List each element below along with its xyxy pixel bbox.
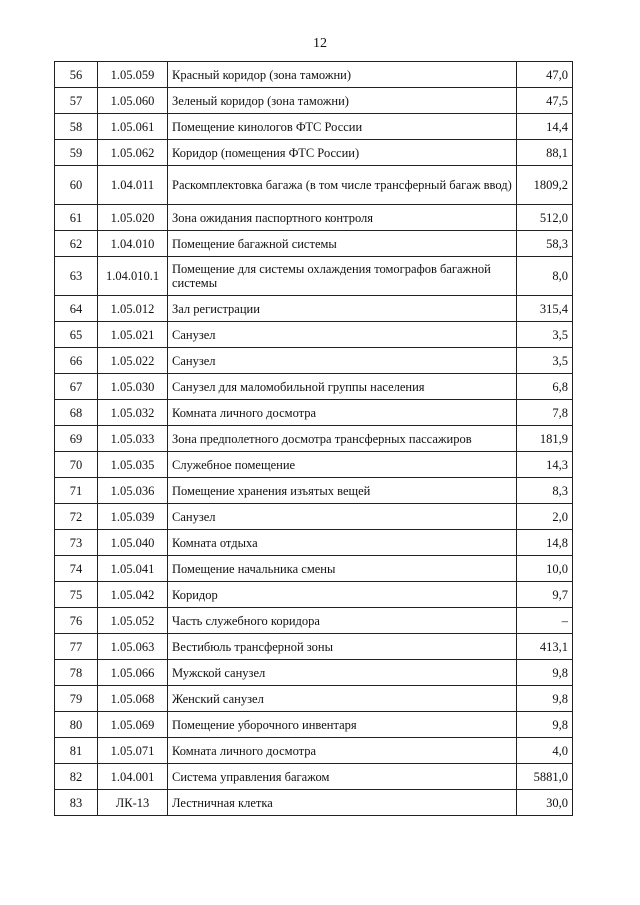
- room-code-cell: 1.05.040: [98, 530, 168, 556]
- table-row: [55, 231, 573, 257]
- room-code-cell: 1.05.022: [98, 348, 168, 374]
- row-number-cell: 67: [55, 374, 98, 400]
- table-row: [55, 296, 573, 322]
- table-row: [55, 712, 573, 738]
- room-area-cell: 9,7: [517, 582, 573, 608]
- room-code-cell: 1.04.001: [98, 764, 168, 790]
- room-code-cell: 1.05.061: [98, 114, 168, 140]
- room-area-cell: 58,3: [517, 231, 573, 257]
- room-area-cell: 5881,0: [517, 764, 573, 790]
- room-name-cell: Зона ожидания паспортного контроля: [168, 205, 517, 231]
- room-name-cell: Женский санузел: [168, 686, 517, 712]
- room-name-cell: Зона предполетного досмотра трансферных пассажиров: [168, 426, 517, 452]
- room-code-cell: 1.05.042: [98, 582, 168, 608]
- room-code-cell: 1.05.035: [98, 452, 168, 478]
- row-number-cell: 71: [55, 478, 98, 504]
- room-area-cell: 14,8: [517, 530, 573, 556]
- room-area-cell: 181,9: [517, 426, 573, 452]
- room-code-cell: 1.05.012: [98, 296, 168, 322]
- row-number-cell: 58: [55, 114, 98, 140]
- room-name-cell: Зал регистрации: [168, 296, 517, 322]
- room-code-cell: 1.04.010.1: [98, 257, 168, 296]
- row-number-cell: 80: [55, 712, 98, 738]
- row-number-cell: 57: [55, 88, 98, 114]
- row-number-cell: 75: [55, 582, 98, 608]
- table-row: [55, 400, 573, 426]
- room-name-cell: Коридор (помещения ФТС России): [168, 140, 517, 166]
- room-name-cell: Вестибюль трансферной зоны: [168, 634, 517, 660]
- room-code-cell: 1.05.020: [98, 205, 168, 231]
- room-area-cell: 9,8: [517, 686, 573, 712]
- table-row: [55, 62, 573, 88]
- table-row: [55, 166, 573, 205]
- room-code-cell: ЛК-13: [98, 790, 168, 816]
- room-area-cell: 413,1: [517, 634, 573, 660]
- room-code-cell: 1.05.033: [98, 426, 168, 452]
- page-number: 12: [313, 36, 327, 51]
- room-area-cell: 14,4: [517, 114, 573, 140]
- table-row: [55, 764, 573, 790]
- row-number-cell: 63: [55, 257, 98, 296]
- room-name-cell: Комната личного досмотра: [168, 400, 517, 426]
- row-number-cell: 73: [55, 530, 98, 556]
- table-row: [55, 530, 573, 556]
- room-name-cell: Санузел: [168, 504, 517, 530]
- room-name-cell: Помещение багажной системы: [168, 231, 517, 257]
- table-row: [55, 790, 573, 816]
- table-row: [55, 660, 573, 686]
- room-name-cell: Санузел для маломобильной группы населения: [168, 374, 517, 400]
- room-area-cell: 2,0: [517, 504, 573, 530]
- table-row: [55, 504, 573, 530]
- room-code-cell: 1.05.039: [98, 504, 168, 530]
- room-area-cell: 88,1: [517, 140, 573, 166]
- table-row: [55, 257, 573, 296]
- room-code-cell: 1.05.032: [98, 400, 168, 426]
- room-name-cell: Часть служебного коридора: [168, 608, 517, 634]
- room-area-cell: 8,3: [517, 478, 573, 504]
- room-code-cell: 1.05.030: [98, 374, 168, 400]
- room-name-cell: Красный коридор (зона таможни): [168, 62, 517, 88]
- rooms-table-body: [55, 62, 573, 816]
- room-name-cell: Помещение кинологов ФТС России: [168, 114, 517, 140]
- row-number-cell: 60: [55, 166, 98, 205]
- row-number-cell: 68: [55, 400, 98, 426]
- room-code-cell: 1.05.036: [98, 478, 168, 504]
- row-number-cell: 83: [55, 790, 98, 816]
- room-name-cell: Помещение начальника смены: [168, 556, 517, 582]
- room-area-cell: 4,0: [517, 738, 573, 764]
- room-name-cell: Коридор: [168, 582, 517, 608]
- table-row: [55, 634, 573, 660]
- room-code-cell: 1.05.066: [98, 660, 168, 686]
- row-number-cell: 77: [55, 634, 98, 660]
- room-code-cell: 1.05.063: [98, 634, 168, 660]
- room-code-cell: 1.05.062: [98, 140, 168, 166]
- room-area-cell: 10,0: [517, 556, 573, 582]
- room-code-cell: 1.05.021: [98, 322, 168, 348]
- table-row: [55, 478, 573, 504]
- room-name-cell: Лестничная клетка: [168, 790, 517, 816]
- table-row: [55, 426, 573, 452]
- table-row: [55, 140, 573, 166]
- row-number-cell: 79: [55, 686, 98, 712]
- row-number-cell: 62: [55, 231, 98, 257]
- row-number-cell: 61: [55, 205, 98, 231]
- table-row: [55, 608, 573, 634]
- room-area-cell: 9,8: [517, 660, 573, 686]
- table-row: [55, 322, 573, 348]
- row-number-cell: 76: [55, 608, 98, 634]
- table-row: [55, 205, 573, 231]
- rooms-table: [54, 61, 573, 816]
- room-name-cell: Мужской санузел: [168, 660, 517, 686]
- room-name-cell: Зеленый коридор (зона таможни): [168, 88, 517, 114]
- room-area-cell: 512,0: [517, 205, 573, 231]
- row-number-cell: 81: [55, 738, 98, 764]
- room-area-cell: 3,5: [517, 348, 573, 374]
- room-code-cell: 1.05.069: [98, 712, 168, 738]
- room-name-cell: Помещение для системы охлаждения томографов багажной системы: [168, 257, 517, 296]
- table-row: [55, 556, 573, 582]
- table-row: [55, 88, 573, 114]
- room-code-cell: 1.05.068: [98, 686, 168, 712]
- row-number-cell: 72: [55, 504, 98, 530]
- room-area-cell: 8,0: [517, 257, 573, 296]
- room-area-cell: 1809,2: [517, 166, 573, 205]
- room-code-cell: 1.05.041: [98, 556, 168, 582]
- table-row: [55, 582, 573, 608]
- room-name-cell: Санузел: [168, 348, 517, 374]
- room-name-cell: Раскомплектовка багажа (в том числе трансферный багаж ввод): [168, 166, 517, 205]
- room-code-cell: 1.04.011: [98, 166, 168, 205]
- row-number-cell: 64: [55, 296, 98, 322]
- room-code-cell: 1.05.052: [98, 608, 168, 634]
- room-name-cell: Комната личного досмотра: [168, 738, 517, 764]
- table-row: [55, 374, 573, 400]
- room-name-cell: Санузел: [168, 322, 517, 348]
- room-name-cell: Служебное помещение: [168, 452, 517, 478]
- room-name-cell: Помещение хранения изъятых вещей: [168, 478, 517, 504]
- table-row: [55, 348, 573, 374]
- table-row: [55, 452, 573, 478]
- table-row: [55, 686, 573, 712]
- row-number-cell: 74: [55, 556, 98, 582]
- row-number-cell: 65: [55, 322, 98, 348]
- room-code-cell: 1.04.010: [98, 231, 168, 257]
- row-number-cell: 56: [55, 62, 98, 88]
- room-code-cell: 1.05.060: [98, 88, 168, 114]
- table-row: [55, 114, 573, 140]
- row-number-cell: 69: [55, 426, 98, 452]
- row-number-cell: 82: [55, 764, 98, 790]
- room-name-cell: Помещение уборочного инвентаря: [168, 712, 517, 738]
- row-number-cell: 78: [55, 660, 98, 686]
- room-area-cell: 3,5: [517, 322, 573, 348]
- row-number-cell: 59: [55, 140, 98, 166]
- room-area-cell: 47,5: [517, 88, 573, 114]
- room-area-cell: 47,0: [517, 62, 573, 88]
- room-name-cell: Комната отдыха: [168, 530, 517, 556]
- table-row: [55, 738, 573, 764]
- room-area-cell: 7,8: [517, 400, 573, 426]
- room-area-cell: 9,8: [517, 712, 573, 738]
- room-area-cell: –: [517, 608, 573, 634]
- room-code-cell: 1.05.071: [98, 738, 168, 764]
- room-code-cell: 1.05.059: [98, 62, 168, 88]
- room-area-cell: 6,8: [517, 374, 573, 400]
- room-area-cell: 30,0: [517, 790, 573, 816]
- row-number-cell: 70: [55, 452, 98, 478]
- room-area-cell: 315,4: [517, 296, 573, 322]
- row-number-cell: 66: [55, 348, 98, 374]
- room-area-cell: 14,3: [517, 452, 573, 478]
- room-name-cell: Система управления багажом: [168, 764, 517, 790]
